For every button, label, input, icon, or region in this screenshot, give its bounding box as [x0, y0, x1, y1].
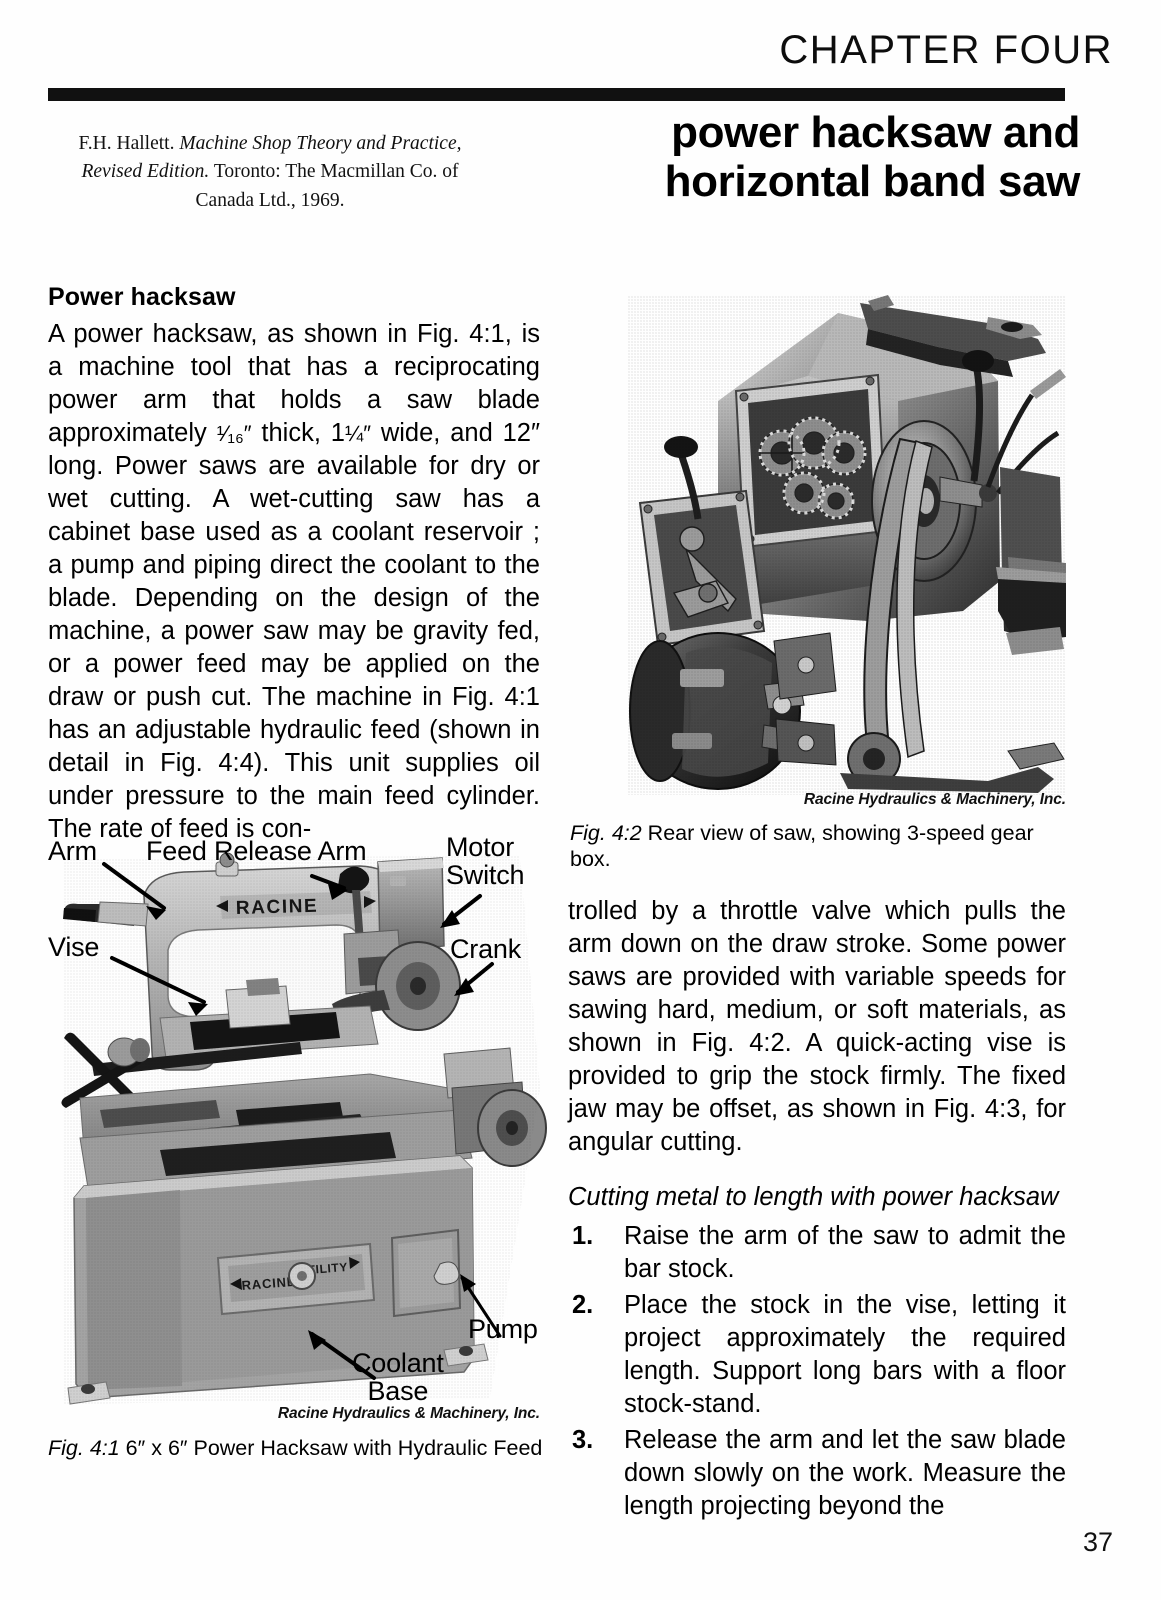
figure-4-2-photo: [568, 281, 1066, 796]
callout-label-arm: Arm: [48, 836, 97, 866]
callout-label-vise: Vise: [48, 932, 100, 962]
figure-4-1-caption: [48, 1435, 553, 1461]
step-text: Raise the arm of the saw to admit the bar stock.: [624, 1221, 1066, 1283]
callout-label-coolant-base: [352, 1350, 444, 1405]
step-text: Place the stock in the vise, letting it project approximately the required length. Support long bars with a floor stock-stand.: [624, 1290, 1066, 1418]
callout-label-motor-switch-line2: Switch: [446, 859, 525, 890]
attribution-author: F.H. Hallett.: [78, 133, 180, 154]
callout-label-coolant-base-line2: Base: [367, 1375, 429, 1406]
page-title: [540, 108, 1080, 207]
attribution-edition: Revised Edition.: [81, 161, 210, 183]
procedure-steps: [568, 1220, 1066, 1523]
attribution-title: Machine Shop Theory and Practice,: [179, 133, 462, 154]
figure-4-1-credit: Racine Hydraulics & Machinery, Inc.: [277, 1405, 540, 1422]
attribution-publisher: Toronto: The Macmillan Co. of: [209, 161, 459, 183]
callout-label-motor-switch: [446, 834, 524, 889]
list-item: [568, 1424, 1066, 1523]
step-text: Release the arm and let the saw blade down slowly on the work. Measure the length projecting beyond the: [624, 1425, 1066, 1520]
subheading-cutting-metal: Cutting metal to length with power hacksaw: [568, 1183, 1059, 1212]
paragraph-part-c: wide, and 12″ long. Power saws are available for dry or wet cutting. A wet-cutting saw has a cabinet base used as a coolant reservoir ; a pump and piping direct the coolant to the blade. Depending on the design of the machine, a power saw may be gravity fed, or a power feed may be applied on the draw or push cut. The machine in Fig. 4:1 has an adjustable hydraulic feed (shown in detail in Fig. 4:4). This unit supplies oil under pressure to the main feed cylinder. The rate of feed is con-: [48, 419, 540, 844]
fraction-one-sixteenth: ¹⁄₁₆″: [216, 421, 252, 447]
section-heading-power-hacksaw: Power hacksaw: [48, 283, 236, 311]
callout-label-motor-switch-line1: Motor: [446, 832, 515, 862]
step-number: 3.: [572, 1425, 594, 1454]
callout-label-crank: Crank: [450, 934, 522, 964]
right-column-paragraph: trolled by a throttle valve which pulls the arm down on the draw stroke. Some power saws are provided with variable speeds for sawing hard, medium, or soft materials, as shown in Fig. 4:2. A quick-acting vise is provided to grip the stock firmly. The fixed jaw may be offset, as shown in Fig. 4:3, for angular cutting.: [568, 897, 1066, 1157]
callout-label-coolant-base-line1: Coolant: [352, 1348, 444, 1378]
page-number: 37: [1082, 1527, 1113, 1557]
page-title-line-2: horizontal band saw: [664, 157, 1080, 207]
list-item: [568, 1220, 1066, 1286]
paragraph-part-b: thick, 1: [251, 419, 345, 448]
figure-4-1-photo: [40, 832, 555, 1418]
source-attribution: [40, 130, 500, 215]
figure-4-2-caption-text: Rear view of saw, showing 3-speed gear box.: [570, 821, 1034, 872]
step-number: 2.: [572, 1290, 594, 1319]
left-column: [48, 283, 540, 846]
figure-4-2-caption-label: Fig. 4:2: [570, 821, 642, 845]
figure-4-2-credit: Racine Hydraulics & Machinery, Inc.: [803, 791, 1066, 808]
figure-4-2-caption: [570, 820, 1066, 872]
figure-4-1-caption-text: 6″ x 6″ Power Hacksaw with Hydraulic Feed: [119, 1436, 543, 1460]
list-item: [568, 1289, 1066, 1421]
gear-box-illustration: [568, 281, 1066, 796]
left-column-paragraph: [48, 318, 540, 846]
callout-label-feed-release-arm: Feed Release Arm: [146, 836, 367, 866]
right-column: [568, 895, 1066, 1526]
attribution-place-year: Canada Ltd., 1969.: [195, 189, 345, 211]
paragraph-part-a: A power hacksaw, as shown in Fig. 4:1, is a machine tool that has a reciprocating power arm that holds a saw blade approximately: [48, 320, 540, 448]
fraction-one-quarter: ¼″: [344, 421, 371, 447]
step-number: 1.: [572, 1221, 594, 1250]
callout-label-pump: Pump: [468, 1314, 538, 1344]
figure-4-1-caption-label: Fig. 4:1: [48, 1436, 120, 1460]
header-rule: [48, 88, 1065, 101]
page-title-line-1: power hacksaw and: [671, 108, 1080, 157]
chapter-label: CHAPTER FOUR: [779, 28, 1113, 72]
